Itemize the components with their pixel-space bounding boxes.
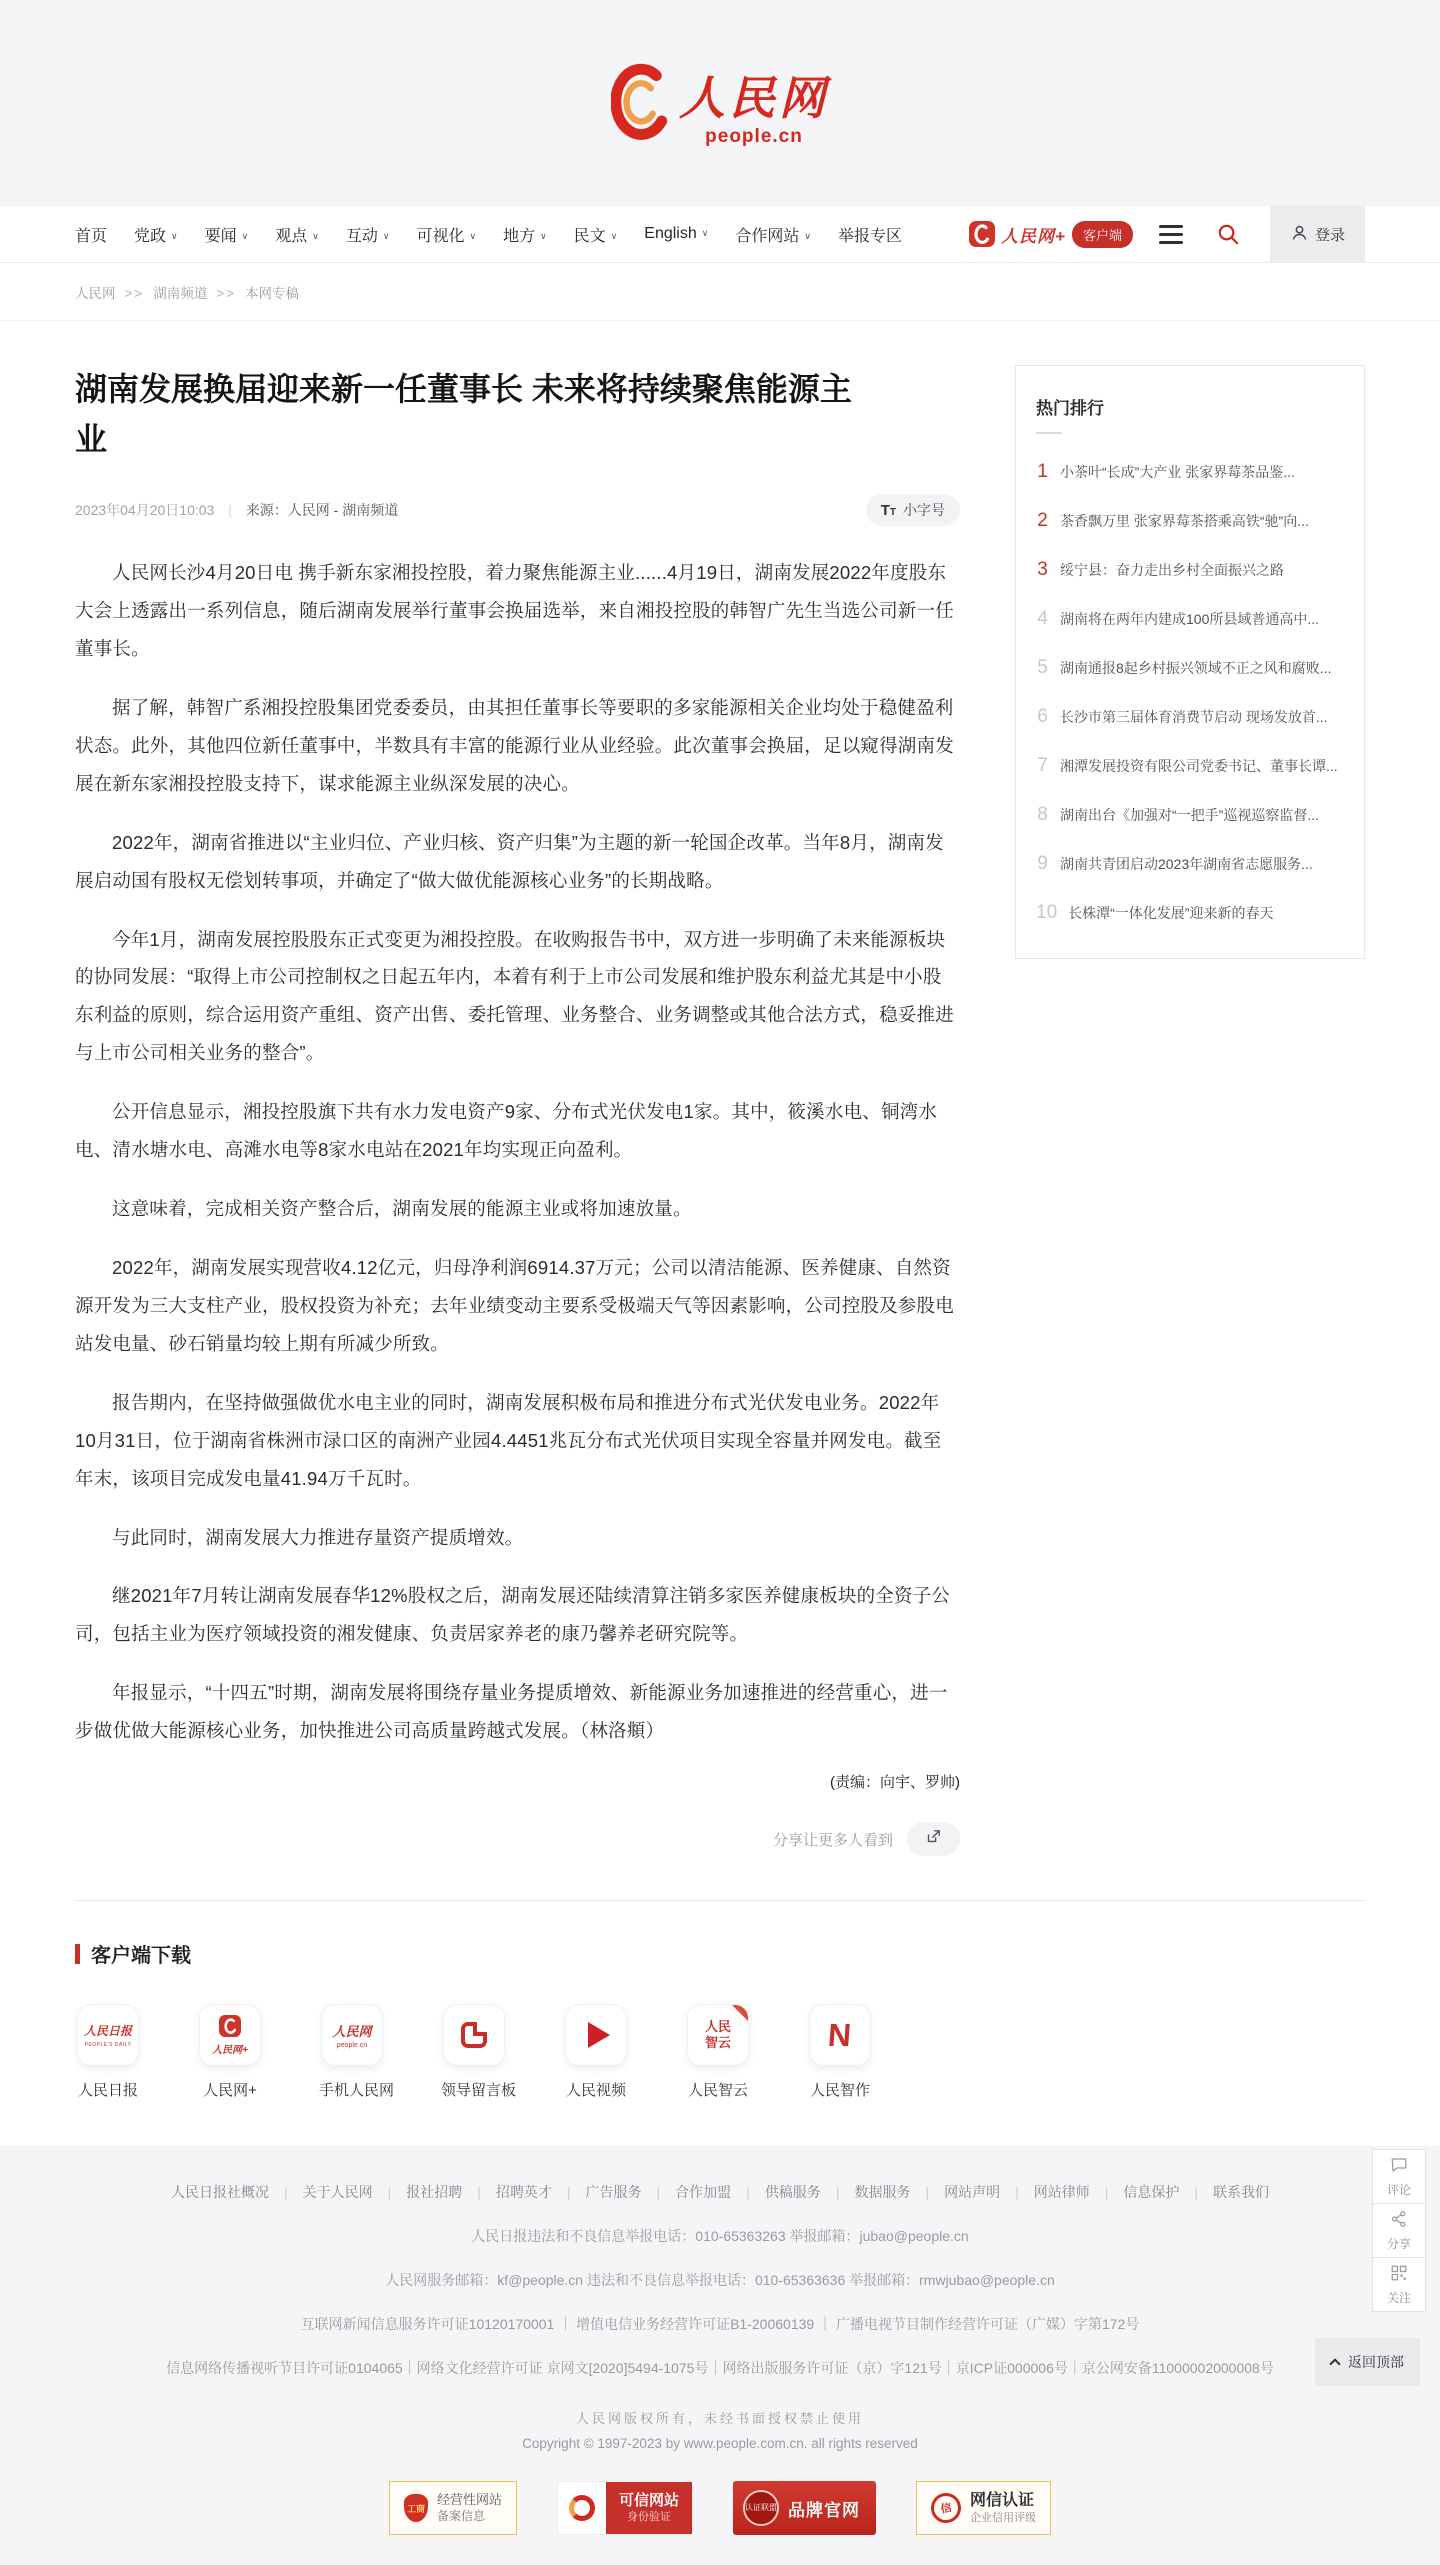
- source-link[interactable]: 人民网 - 湖南频道: [287, 502, 399, 519]
- cert-brand-badge[interactable]: 认证联盟 品牌官网: [733, 2481, 876, 2535]
- article-paragraph: 据了解，韩智广系湘投控股集团党委委员，由其担任董事长等要职的多家能源相关企业均处于稳健盈利状态。此外，其他四位新任董事中，半数具有丰富的能源行业从业经验。此次董事会换届，足以窥得湖南发展在新东家湘投控股支持下，谋求能源主业纵深发展的决心。: [75, 696, 954, 794]
- nav-item-hudong[interactable]: 互动 ∨: [346, 223, 390, 246]
- article-paragraph: 2022年，湖南省推进以“主业归位、产业归核、资产归集”为主题的新一轮国企改革。当年8月，湖南发展启动国有股权无偿划转事项，并确定了“做大做优能源核心业务”的长期战略。: [75, 831, 944, 891]
- footer-link[interactable]: | 信息保护: [1090, 2182, 1180, 2202]
- people-swirl-mini-icon: [969, 221, 995, 247]
- font-size-icon: [881, 502, 896, 519]
- app-badge-client-label: 客户端: [1072, 221, 1133, 248]
- share-nodes-icon: [1390, 2210, 1408, 2231]
- article-date: 2023年04月20日10:03: [75, 502, 215, 519]
- footer-link[interactable]: | 关于人民网: [269, 2182, 373, 2202]
- article-paragraph: 公开信息显示，湘投控股旗下共有水力发电资产9家、分布式光伏发电1家。其中，筱溪水电、铜湾水电、清水塘水电、高滩水电等8家水电站在2021年均实现正向盈利。: [75, 1101, 938, 1161]
- nav-item-hezuo[interactable]: 合作网站 ∨: [735, 223, 811, 246]
- nav-item-home[interactable]: 首页: [75, 227, 108, 245]
- list-item[interactable]: 10 长株潭“一体化发展”迎来新的春天: [1036, 902, 1274, 923]
- list-item[interactable]: 6 长沙市第三届体育消费节启动 现场发放首...: [1037, 706, 1328, 727]
- list-item[interactable]: 2 茶香飘万里 张家界莓茶搭乘高铁“驰”向...: [1037, 510, 1309, 531]
- logo-en-text: people.cn: [705, 125, 803, 147]
- app-people-zhizuo[interactable]: N 人民智作: [807, 2004, 873, 2100]
- swirl-ring-icon: [558, 2482, 606, 2534]
- qr-code-icon: [1390, 2264, 1408, 2285]
- back-to-top-button[interactable]: 返回顶部: [1315, 2338, 1420, 2386]
- article-paragraph: 2022年，湖南发展实现营收4.12亿元，归母净利润6914.37万元；公司以清洁能源、医养健康、自然资源开发为三大支柱产业，股权投资为补充；去年业绩变动主要系受极端天气等因素影响，公司控股及参股电站发电量、砂石销量均较上期有所减少所致。: [75, 1257, 954, 1354]
- article-body: [75, 554, 960, 1750]
- copyright-en: Copyright © 1997-2023 by www.people.com.cn. all rights reserved: [522, 2436, 918, 2452]
- list-item[interactable]: 7 湘潭发展投资有限公司党委书记、董事长谭...: [1037, 755, 1338, 776]
- breadcrumb: [75, 282, 1365, 302]
- footer-link[interactable]: | 数据服务: [821, 2182, 911, 2202]
- list-item[interactable]: 3 绥宁县：奋力走出乡村全面振兴之路: [1037, 559, 1284, 580]
- article-paragraph: 这意味着，完成相关资产整合后，湖南发展的能源主业或将加速放量。: [112, 1198, 692, 1220]
- font-size-button[interactable]: [866, 494, 960, 526]
- main-content: [75, 321, 1365, 1856]
- footer-service-line: 人民网服务邮箱：kf@people.cn 违法和不良信息举报电话：010-65363636 举报邮箱：rmwjubao@people.cn: [385, 2272, 1055, 2289]
- comment-icon: [1390, 2156, 1408, 2177]
- share-float-button[interactable]: 分享: [1372, 2203, 1426, 2258]
- nav-item-difang[interactable]: 地方 ∨: [503, 223, 547, 246]
- site-logo[interactable]: [611, 61, 829, 146]
- site-footer: [0, 2146, 1440, 2565]
- cert-beian-badge[interactable]: 工商 经营性网站 备案信息: [389, 2481, 517, 2535]
- list-item[interactable]: 4 湖南将在两年内建成100所县域普通高中...: [1037, 608, 1320, 629]
- share-button[interactable]: [907, 1822, 960, 1856]
- shield-icon: 工商: [404, 2494, 428, 2522]
- footer-link[interactable]: | 供稿服务: [731, 2182, 821, 2202]
- app-list: [75, 2004, 1365, 2100]
- editor-credit: (责编：向宇、罗帅): [830, 1774, 960, 1792]
- source-prefix: 来源：: [245, 502, 288, 519]
- stamp-icon: 信: [928, 2490, 964, 2526]
- cert-badges: [0, 2481, 1440, 2535]
- site-header: [0, 0, 1440, 206]
- login-button[interactable]: [1270, 206, 1365, 262]
- sidebar: [1015, 365, 1365, 1856]
- article-column: [75, 365, 960, 1856]
- comment-button[interactable]: 评论: [1372, 2149, 1426, 2204]
- page-title: 湖南发展换届迎来新一任董事长 未来将持续聚焦能源主业: [75, 371, 852, 457]
- cert-union-emblem-icon: 认证联盟: [743, 2490, 779, 2526]
- footer-link[interactable]: | 报社招聘: [373, 2182, 463, 2202]
- nav-item-yaowen[interactable]: 要闻 ∨: [205, 223, 249, 246]
- client-download-section: [75, 1901, 1365, 2146]
- cert-wangxin-badge[interactable]: 信 网信认证 企业信用评级: [916, 2481, 1051, 2535]
- footer-link[interactable]: | 合作加盟: [642, 2182, 732, 2202]
- list-item[interactable]: 5 湖南通报8起乡村振兴领域不正之风和腐败...: [1037, 657, 1332, 678]
- nav-item-minwen[interactable]: 民文 ∨: [574, 223, 618, 246]
- article-paragraph: 今年1月，湖南发展控股股东正式变更为湘投控股。在收购报告书中，双方进一步明确了未来能源板块的协同发展：“取得上市公司控制权之日起五年内，本着有利于上市公司发展和维护股东利益尤其是中小股东利益的原则，综合运用资产重组、资产出售、委托管理、业务整合、业务调整或其他合法方式，稳妥推进与上市公司相关业务的整合”。: [75, 928, 954, 1064]
- footer-link[interactable]: 人民日报社概况: [170, 2184, 269, 2201]
- floating-toolbar: [1372, 2150, 1426, 2312]
- font-size-label: 小字号: [903, 502, 945, 519]
- hot-ranking-title: 热门排行: [1036, 394, 1344, 434]
- footer-link[interactable]: | 网站声明: [910, 2182, 1000, 2202]
- breadcrumb-hunan-channel[interactable]: >> 湖南频道: [116, 282, 208, 302]
- footer-link[interactable]: | 网站律师: [1000, 2182, 1090, 2202]
- copyright-zh: 人民网版权所有，未经书面授权禁止使用: [575, 2411, 864, 2427]
- share-label: 分享让更多人看到: [772, 1831, 893, 1849]
- search-icon[interactable]: [1217, 223, 1240, 246]
- app-leader-board[interactable]: 领导留言板: [441, 2004, 507, 2100]
- article-meta: [75, 500, 398, 520]
- share-out-icon: [925, 1828, 942, 1850]
- cert-kexin-badge[interactable]: 可信网站 身份验证: [557, 2481, 693, 2535]
- people-video-app-icon: [565, 2004, 627, 2066]
- article-paragraph: 年报显示，“十四五”时期，湖南发展将围绕存量业务提质增效、新能源业务加速推进的经营重心，进一步做优做大能源核心业务，加快推进公司高质量跨越式发展。（林洛頫）: [75, 1682, 948, 1742]
- list-item[interactable]: 1 小茶叶“长成”大产业 张家界莓茶品鉴...: [1037, 461, 1295, 482]
- article-paragraph: 与此同时，湖南发展大力推进存量资产提质增效。: [112, 1526, 524, 1548]
- people-daily-app-icon: [77, 2004, 139, 2066]
- mobile-people-app-icon: [321, 2004, 383, 2066]
- footer-license-line-2: 信息网络传播视听节目许可证0104065｜网络文化经营许可证 京网文[2020]5494-1075号｜网络出版服务许可证（京）字121号｜京ICP证000006号｜京公网安备11000002000008号: [166, 2360, 1274, 2377]
- people-zhiyun-app-icon: [687, 2004, 749, 2066]
- leader-board-app-icon: [443, 2004, 505, 2066]
- client-download-title: 客户端下载: [91, 1945, 191, 1968]
- app-people-daily[interactable]: 人民日报 PEOPLE'S DAILY 人民日报: [75, 2004, 141, 2100]
- hot-ranking-panel: [1015, 365, 1365, 959]
- app-people-video[interactable]: 人民视频: [563, 2004, 629, 2100]
- app-people-zhiyun[interactable]: 人民 智云 人民智云: [685, 2004, 751, 2100]
- nav-item-english[interactable]: English ∨: [644, 225, 708, 243]
- chevron-up-icon: [1329, 2358, 1340, 2369]
- nav-item-jubao[interactable]: 举报专区: [837, 227, 902, 245]
- breadcrumb-bar: [0, 263, 1440, 321]
- menu-icon[interactable]: [1159, 225, 1183, 244]
- people-plus-app-icon: [199, 2004, 261, 2066]
- people-swirl-icon: [611, 61, 669, 146]
- app-people-plus[interactable]: 人民网+ 人民网+: [197, 2004, 263, 2100]
- nav-item-dangzheng[interactable]: 党政 ∨: [134, 223, 178, 246]
- article-paragraph: 人民网长沙4月20日电 携手新东家湘投控股，着力聚焦能源主业......4月19日，湖南发展2022年度股东大会上透露出一系列信息，随后湖南发展举行董事会换届选举，来自湘投控股的韩智广先生当选公司新一任董事长。: [75, 562, 954, 660]
- app-mobile-people[interactable]: 人民网 people.cn 手机人民网: [319, 2004, 385, 2100]
- article-meta-row: [75, 494, 960, 526]
- people-app-badge[interactable]: [969, 221, 1133, 248]
- hot-ranking-list: [1036, 461, 1344, 924]
- nav-item-guandian[interactable]: 观点 ∨: [275, 223, 319, 246]
- share-row: [75, 1822, 960, 1856]
- list-item[interactable]: 8 湖南出台《加强对“一把手”巡视巡察监督...: [1037, 804, 1319, 825]
- section-accent-bar: [75, 1944, 80, 1964]
- article-paragraph: 报告期内，在坚持做强做优水电主业的同时，湖南发展积极布局和推进分布式光伏发电业务。2022年10月31日，位于湖南省株洲市渌口区的南洲产业园4.4451兆瓦分布式光伏项目实现全容量并网发电。截至年末，该项目完成发电量41.94万千瓦时。: [75, 1391, 942, 1489]
- user-icon: [1290, 223, 1309, 246]
- list-item[interactable]: 9 湖南共青团启动2023年湖南省志愿服务...: [1037, 853, 1313, 874]
- footer-link[interactable]: | 招聘英才: [462, 2182, 552, 2202]
- people-zhizuo-app-icon: [809, 2004, 871, 2066]
- breadcrumb-special[interactable]: >> 本网专稿: [207, 282, 299, 302]
- follow-qr-button[interactable]: 关注: [1372, 2257, 1426, 2312]
- login-label: 登录: [1314, 226, 1345, 244]
- footer-report-line: 人民日报违法和不良信息举报电话：010-65363263 举报邮箱：jubao@people.cn: [471, 2228, 969, 2245]
- article-paragraph: 继2021年7月转让湖南发展春华12%股权之后，湖南发展还陆续清算注销多家医养健康板块的全资子公司，包括主业为医疗领域投资的湘发健康、负责居家养老的康乃馨养老研究院等。: [75, 1585, 951, 1645]
- nav-item-keshihua[interactable]: 可视化 ∨: [416, 223, 476, 246]
- app-badge-site-label: 人民网+: [1001, 226, 1066, 246]
- main-nav: [0, 206, 1440, 263]
- footer-link[interactable]: | 联系我们: [1179, 2182, 1269, 2202]
- meta-separator: |: [228, 502, 232, 519]
- breadcrumb-people[interactable]: 人民网: [75, 285, 116, 301]
- logo-zh-text: 人民网: [679, 71, 829, 124]
- footer-links: [0, 2182, 1440, 2202]
- footer-license-line-1: 互联网新闻信息服务许可证10120170001 ｜ 增值电信业务经营许可证B1-20060139 ｜ 广播电视节目制作经营许可证（广媒）字第172号: [300, 2316, 1140, 2333]
- footer-link[interactable]: | 广告服务: [552, 2182, 642, 2202]
